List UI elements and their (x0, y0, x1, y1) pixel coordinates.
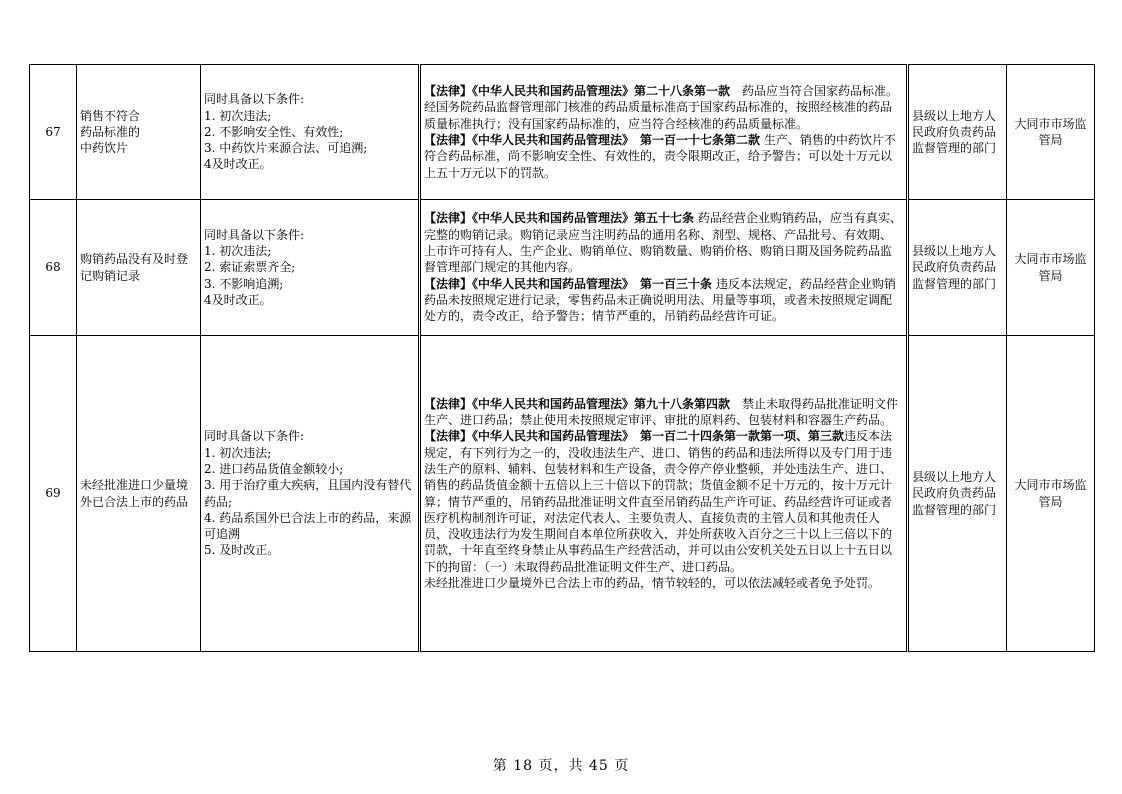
basis-clause (424, 428, 903, 591)
enforcement-authority: 县级以上地方人民政府负责药品监督管理的部门 (908, 65, 1007, 200)
legal-basis (420, 200, 908, 336)
executing-agency: 大同市市场监管局 (1007, 65, 1095, 200)
basis-clause-text: 违反本法规定，药品经营企业购销药品未按照规定进行记录，零售药品未正确说明用法、用量等事项，或者未按照规定调配处方的，责令改正，给予警告；情节严重的，吊销药品经营许可证。 (424, 276, 896, 324)
executing-agency: 大同市市场监管局 (1007, 336, 1095, 652)
violation-item: 购销药品没有及时登记购销记录 (77, 200, 201, 336)
table-row (30, 65, 1095, 200)
basis-clause-text: 违反本法规定，有下列行为之一的，没收违法生产、进口、销售的药品和违法所得以及专门用于违法生产的原料、辅料、包装材料和生产设备，责令停产停业整顿，并处违法生产、进口、销售的药品货值金额十五倍以上三十倍以下的罚款；货值金额不足十万元的，按十万元计算；情节严重的，吊销药品批准证明文件直至吊销药品生产许可证、药品经营许可证或者医疗机构制剂许可证，对法定代表人、主要负责人、直接负责的主管人员和其他责任人员，没收违法行为发生期间自本单位所获收入，并处所获收入百分之三十以上三倍以下的罚款，十年直至终身禁止从事药品生产经营活动，并可以由公安机关处五日以上十五日以下的拘留：（一）未取得药品批准证明文件生产、进口药品。 未经批准进口少量境外已合法上市的药品，情节较轻的，可以依法减轻或者免予处罚。 (424, 429, 893, 590)
row-number: 68 (30, 200, 77, 336)
legal-basis (420, 336, 908, 652)
basis-clause (424, 210, 903, 275)
row-number: 69 (30, 336, 77, 652)
violation-item: 销售不符合 药品标准的 中药饮片 (77, 65, 201, 200)
basis-clause-head: 【法律】《中华人民共和国药品管理法》第五十七条 (424, 211, 695, 226)
exemption-conditions: 同时具备以下条件: 1. 初次违法; 2. 不影响安全性、有效性; 3. 中药饮片来源合法、可追溯; 4及时改正。 (201, 65, 420, 200)
table-row (30, 336, 1095, 652)
basis-clause (424, 83, 903, 132)
basis-clause-head: 【法律】《中华人民共和国药品管理法》第二十八条第一款 (424, 84, 731, 99)
basis-clause-text: 禁止未取得药品批准证明文件生产、进口药品；禁止使用未按照规定审评、审批的原料药、包装材料和容器生产药品。 (424, 396, 899, 428)
basis-clause (424, 132, 903, 181)
exemption-conditions: 同时具备以下条件: 1. 初次违法; 2. 索证索票齐全; 3. 不影响追溯; 4及时改正。 (201, 200, 420, 336)
basis-clause-head: 【法律】《中华人民共和国药品管理法》第九十八条第四款 (424, 396, 731, 411)
row-number: 67 (30, 65, 77, 200)
basis-clause (424, 276, 903, 325)
basis-clause (424, 396, 903, 429)
enforcement-table (29, 64, 1095, 652)
enforcement-authority: 县级以上地方人民政府负责药品监督管理的部门 (908, 200, 1007, 336)
basis-clause-text: 生产、销售的中药饮片不符合药品标准，尚不影响安全性、有效性的，责令限期改正，给予警告；可以处十万元以上五十万元以下的罚款。 (424, 133, 896, 180)
basis-clause-text: 药品经营企业购销药品，应当有真实、完整的购销记录。购销记录应当注明药品的通用名称、剂型、规格、产品批号、有效期、上市许可持有人、生产企业、购销单位、购销数量、购销价格、购销日期及国务院药品监督管理部门规定的其他内容。 (424, 211, 902, 275)
basis-clause-head: 【法律】《中华人民共和国药品管理法》 第一百二十四条第一款第一项、第三款 (424, 429, 845, 444)
table-row (30, 200, 1095, 336)
basis-clause-head: 【法律】《中华人民共和国药品管理法》 第一百一十七条第二款 (424, 133, 761, 147)
exemption-conditions: 同时具备以下条件: 1. 初次违法; 2. 进口药品货值金额较小; 3. 用于治疗重大疾病，且国内没有替代药品; 4. 药品系国外已合法上市的药品，来源可追溯 5. 及时改正。 (201, 336, 420, 652)
violation-item: 未经批准进口少量境外已合法上市的药品 (77, 336, 201, 652)
basis-clause-text: 药品应当符合国家药品标准。经国务院药品监督管理部门核准的药品质量标准高于国家药品标准的，按照经核准的药品质量标准执行；没有国家药品标准的，应当符合经核准的药品质量标准。 (424, 84, 899, 131)
executing-agency: 大同市市场监管局 (1007, 200, 1095, 336)
page-footer: 第 18 页，共 45 页 (492, 758, 630, 774)
enforcement-authority: 县级以上地方人民政府负责药品监督管理的部门 (908, 336, 1007, 652)
basis-clause-head: 【法律】《中华人民共和国药品管理法》 第一百三十条 (424, 276, 713, 291)
legal-basis (420, 65, 908, 200)
